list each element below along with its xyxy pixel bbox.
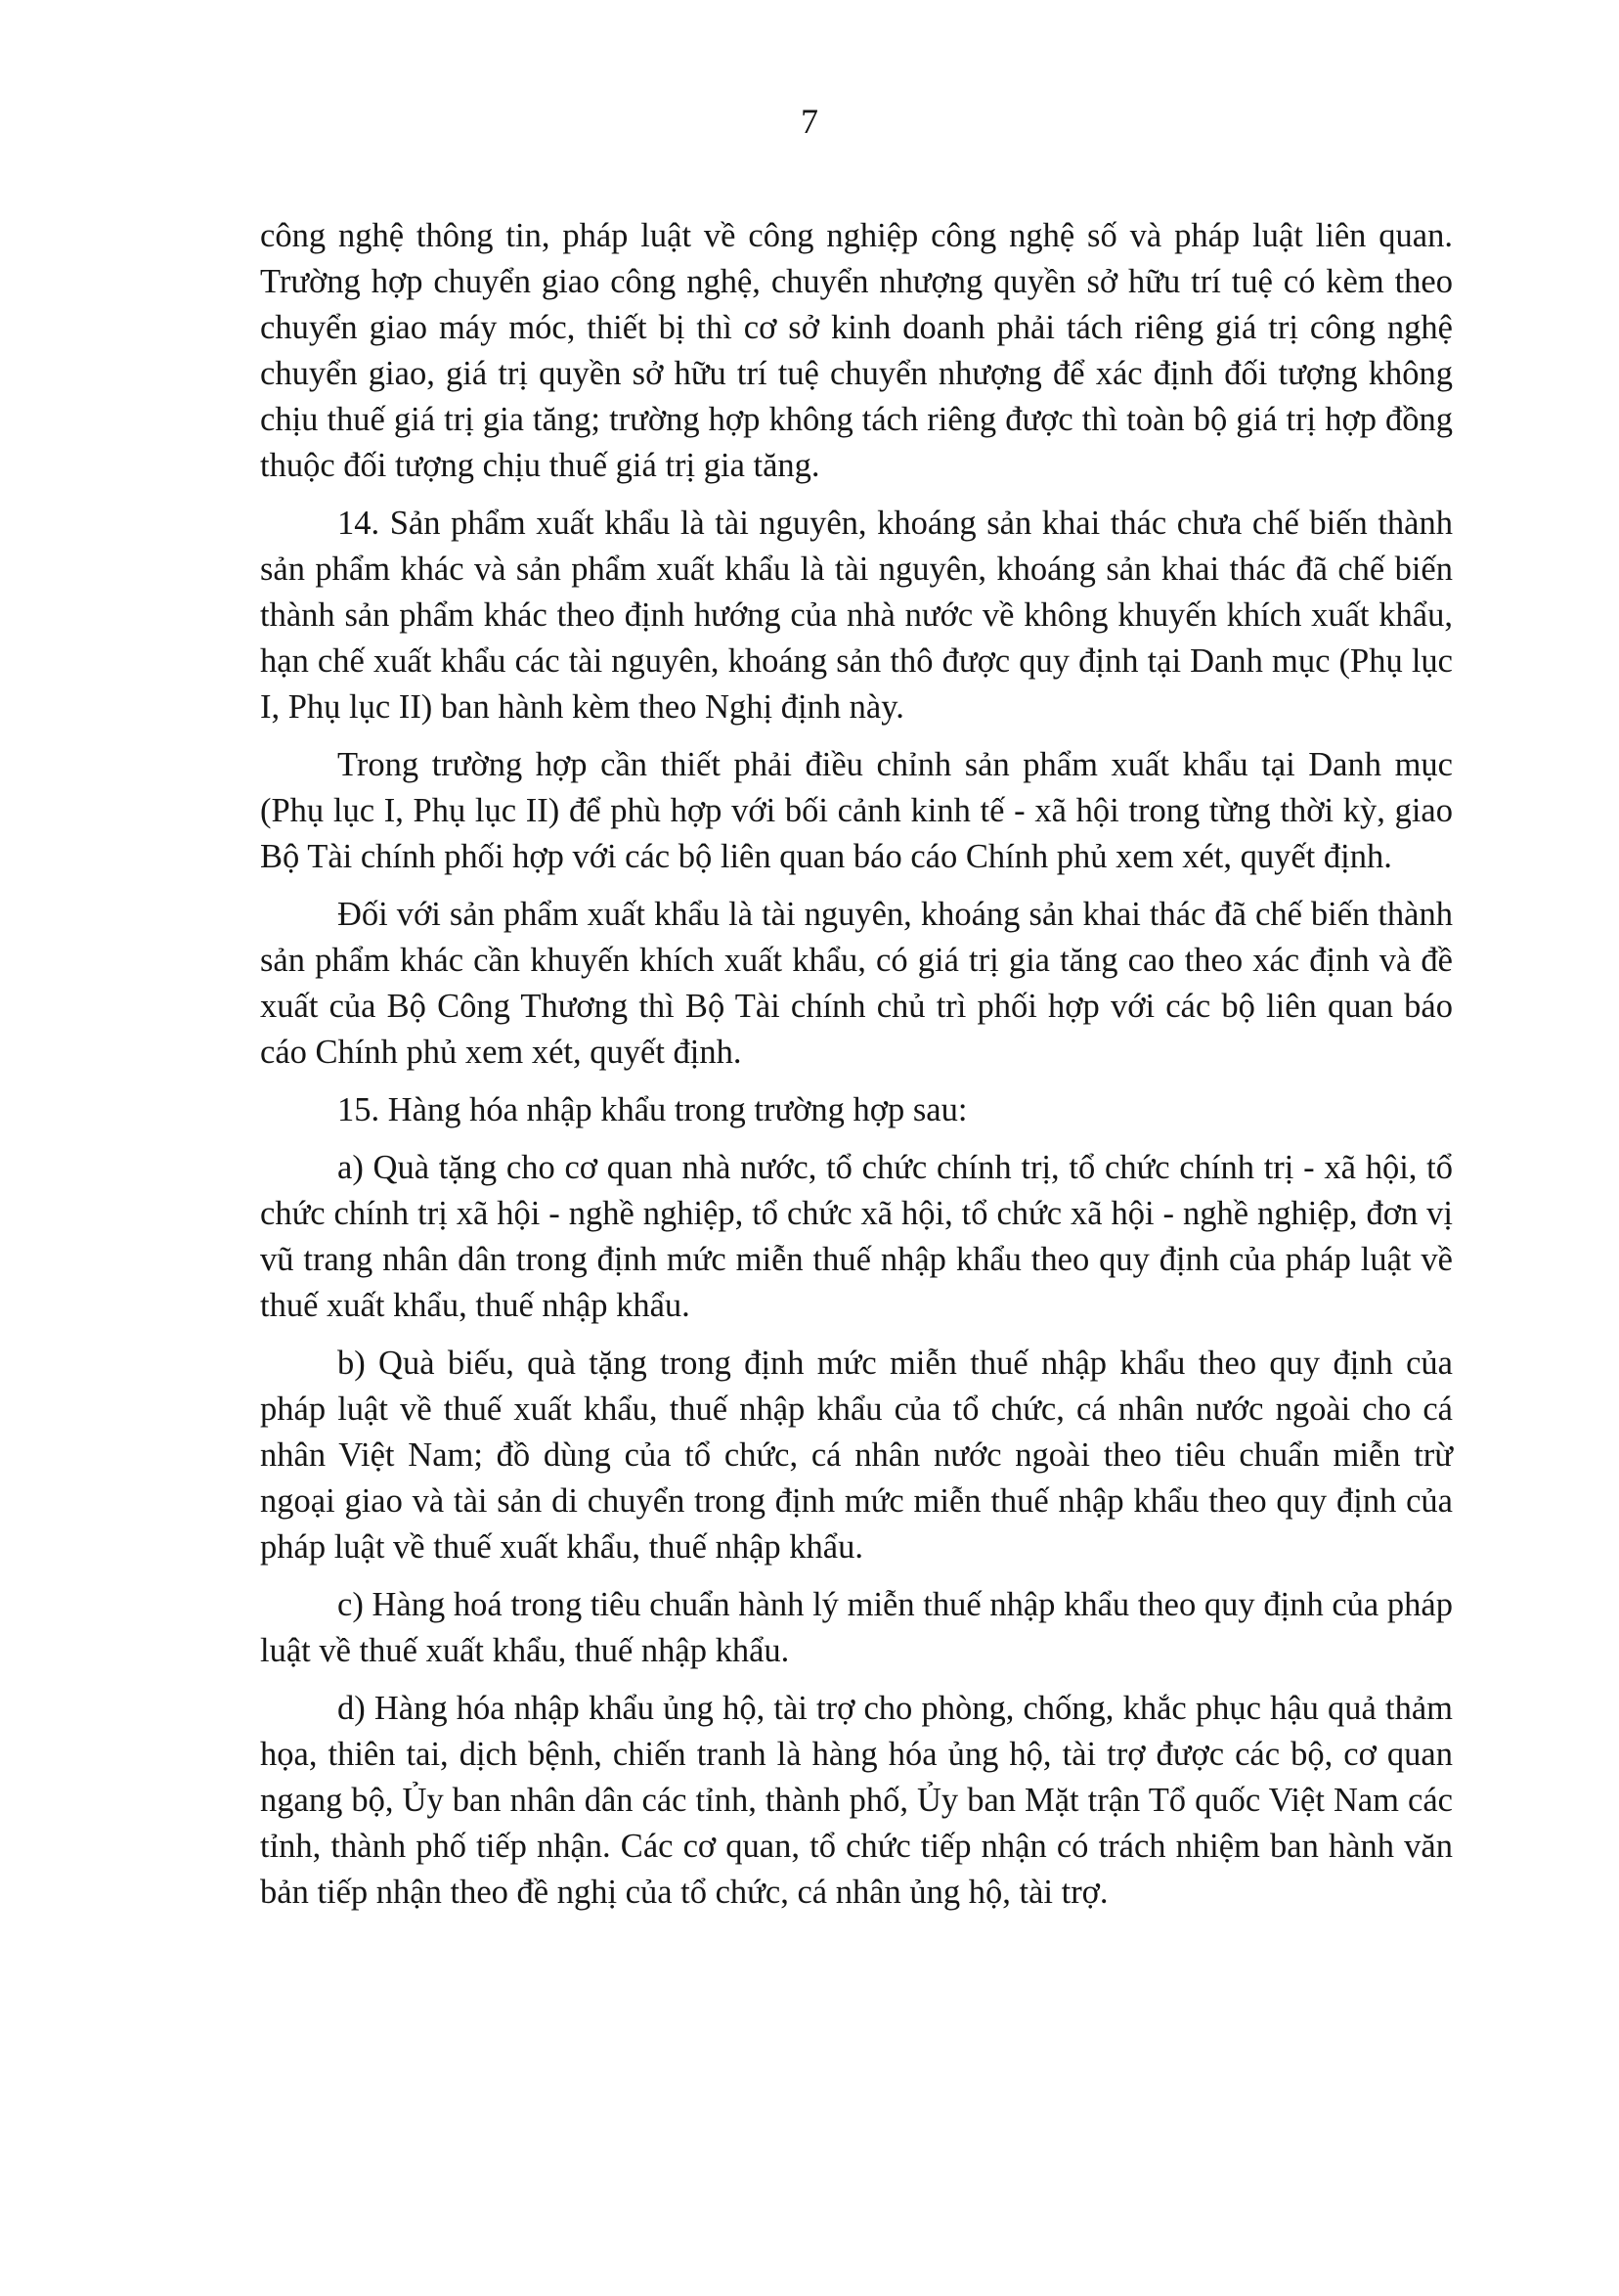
document-body	[260, 213, 1453, 1927]
paragraph-item-15: 15. Hàng hóa nhập khẩu trong trường hợp sau:	[337, 1091, 968, 1128]
paragraph-continuation: công nghệ thông tin, pháp luật về công nghiệp công nghệ số và pháp luật liên quan. Trường hợp chuyển giao công nghệ, chuyển nhượng quyền sở hữu trí tuệ có kèm theo chuyển giao máy móc, thiết bị thì cơ sở kinh doanh phải tách riêng giá trị công nghệ chuyển giao, giá trị quyền sở hữu trí tuệ chuyển nhượng để xác định đối tượng không chịu thuế giá trị gia tăng; trường hợp không tách riêng được thì toàn bộ giá trị hợp đồng thuộc đối tượng chịu thuế giá trị gia tăng.	[260, 217, 1453, 484]
paragraph-item-14: 14. Sản phẩm xuất khẩu là tài nguyên, khoáng sản khai thác chưa chế biến thành sản phẩm khác và sản phẩm xuất khẩu là tài nguyên, khoáng sản khai thác đã chế biến thành sản phẩm khác theo định hướng của nhà nước về không khuyến khích xuất khẩu, hạn chế xuất khẩu các tài nguyên, khoáng sản thô được quy định tại Danh mục (Phụ lục I, Phụ lục II) ban hành kèm theo Nghị định này.	[260, 505, 1453, 726]
paragraph-item-15-c: c) Hàng hoá trong tiêu chuẩn hành lý miễn thuế nhập khẩu theo quy định của pháp luật về thuế xuất khẩu, thuế nhập khẩu.	[260, 1586, 1453, 1669]
paragraph-item-14-encouraged-exports: Đối với sản phẩm xuất khẩu là tài nguyên, khoáng sản khai thác đã chế biến thành sản phẩm khác cần khuyến khích xuất khẩu, có giá trị gia tăng cao theo xác định và đề xuất của Bộ Công Thương thì Bộ Tài chính chủ trì phối hợp với các bộ liên quan báo cáo Chính phủ xem xét, quyết định.	[260, 896, 1453, 1071]
paragraph-item-15-d: d) Hàng hóa nhập khẩu ủng hộ, tài trợ cho phòng, chống, khắc phục hậu quả thảm họa, thiên tai, dịch bệnh, chiến tranh là hàng hóa ủng hộ, tài trợ được các bộ, cơ quan ngang bộ, Ủy ban nhân dân các tỉnh, thành phố, Ủy ban Mặt trận Tổ quốc Việt Nam các tỉnh, thành phố tiếp nhận. Các cơ quan, tổ chức tiếp nhận có trách nhiệm ban hành văn bản tiếp nhận theo đề nghị của tổ chức, cá nhân ủng hộ, tài trợ.	[260, 1690, 1453, 1911]
paragraph-item-15-b: b) Quà biếu, quà tặng trong định mức miễn thuế nhập khẩu theo quy định của pháp luật về thuế xuất khẩu, thuế nhập khẩu của tổ chức, cá nhân nước ngoài cho cá nhân Việt Nam; đồ dùng của tổ chức, cá nhân nước ngoài theo tiêu chuẩn miễn trừ ngoại giao và tài sản di chuyển trong định mức miễn thuế nhập khẩu theo quy định của pháp luật về thuế xuất khẩu, thuế nhập khẩu.	[260, 1345, 1453, 1566]
paragraph-item-15-a: a) Quà tặng cho cơ quan nhà nước, tổ chức chính trị, tổ chức chính trị - xã hội, tổ chức chính trị xã hội - nghề nghiệp, tổ chức xã hội, tổ chức xã hội - nghề nghiệp, đơn vị vũ trang nhân dân trong định mức miễn thuế nhập khẩu theo quy định của pháp luật về thuế xuất khẩu, thuế nhập khẩu.	[260, 1149, 1453, 1324]
paragraph-item-14-adjustment: Trong trường hợp cần thiết phải điều chỉnh sản phẩm xuất khẩu tại Danh mục (Phụ lục I, Phụ lục II) để phù hợp với bối cảnh kinh tế - xã hội trong từng thời kỳ, giao Bộ Tài chính phối hợp với các bộ liên quan báo cáo Chính phủ xem xét, quyết định.	[260, 746, 1453, 875]
page-number: 7	[801, 102, 818, 141]
